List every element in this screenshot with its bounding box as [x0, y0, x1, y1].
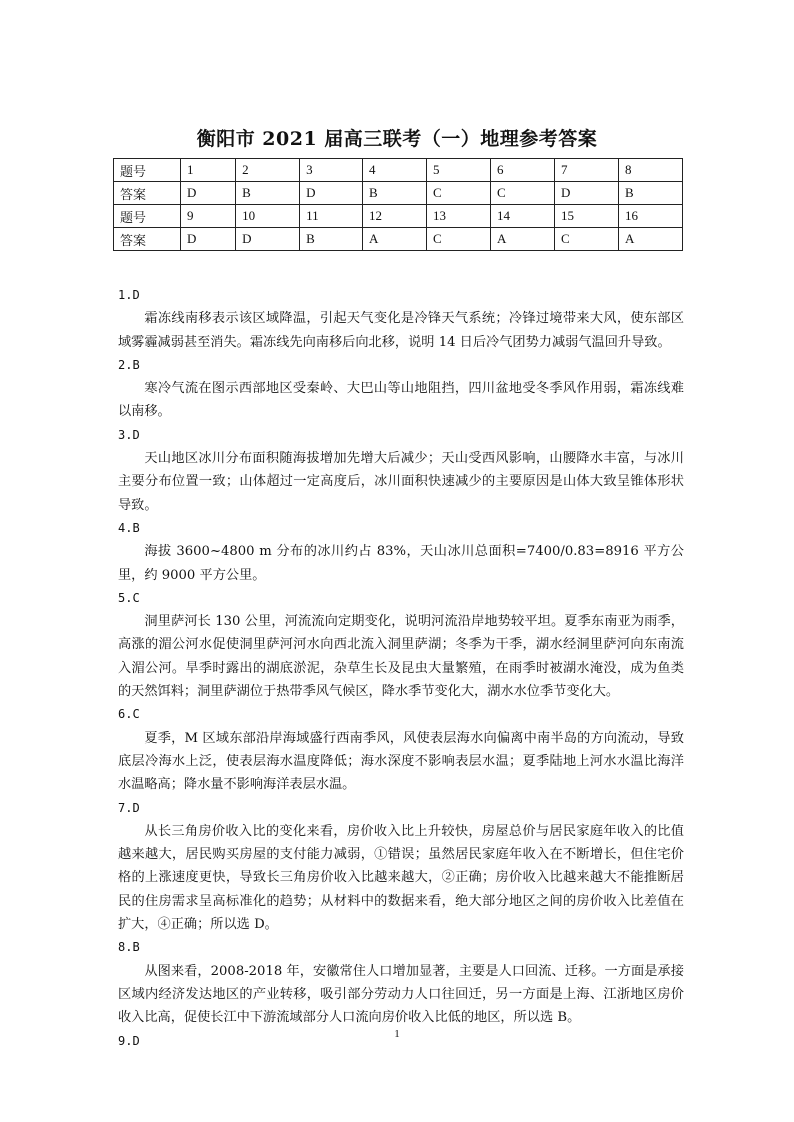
table-cell: 5	[426, 159, 490, 182]
table-cell: C	[554, 228, 618, 251]
table-cell: B	[362, 182, 426, 205]
table-cell: C	[490, 182, 554, 205]
table-row	[114, 159, 683, 182]
page-number: 1	[394, 1028, 400, 1040]
table-cell: 2	[236, 159, 300, 182]
row-header-cell: 题号	[114, 205, 181, 228]
explanation-text: 从长三角房价收入比的变化来看，房价收入比上升较快，房屋总价与居民家庭年收入的比值越来越大，居民购买房屋的支付能力减弱，①错误；虽然居民家庭年收入在不断增长，但住宅价格的上涨速度更快，导致长三角房价收入比越来越大，②正确；房价收入比越来越大不能推断居民的住房需求呈高标准化的趋势；从材料中的数据来看，绝大部分地区之间的房价收入比差值在扩大，④正确；所以选 D。	[118, 823, 684, 933]
table-cell: A	[362, 228, 426, 251]
table-cell: D	[300, 182, 363, 205]
table-cell: 12	[362, 205, 426, 228]
question-number: 1.D	[118, 288, 140, 302]
explanation-text: 天山地区冰川分布面积随海拔增加先增大后减少；天山受西风影响，山腰降水丰富，与冰川主要分布位置一致；山体超过一定高度后，冰川面积快速减少的主要原因是山体大致呈锥体形状导致。	[118, 451, 684, 513]
explanation-text: 从图来看，2008-2018 年，安徽常住人口增加显著，主要是人口回流、迁移。一方面是承接区域内经济发达地区的产业转移，吸引部分劳动力人口往回迁，另一方面是上海、江浙地区房价收入比高，促使长江中下游流域部分人口流向房价收入比低的地区，所以选 B。	[118, 963, 684, 1026]
table-cell: 13	[426, 205, 490, 228]
table-cell: 16	[618, 205, 682, 228]
row-header-cell: 答案	[114, 182, 181, 205]
table-cell: 3	[300, 159, 363, 182]
table-cell: 6	[490, 159, 554, 182]
table-cell: B	[300, 228, 363, 251]
table-cell: 7	[554, 159, 618, 182]
table-cell: 15	[554, 205, 618, 228]
table-cell: D	[181, 182, 236, 205]
explanation-text: 霜冻线南移表示该区域降温，引起天气变化是冷锋天气系统；冷锋过境带来大风，使东部区域雾霾减弱甚至消失。霜冻线先向南移后向北移，说明 14 日后冷气团势力减弱气温回升导致。	[118, 311, 684, 350]
question-number: 2.B	[118, 357, 140, 372]
table-cell: 1	[181, 159, 236, 182]
question-number: 3.D	[118, 427, 140, 442]
table-cell: 8	[618, 159, 682, 182]
table-cell: 11	[300, 205, 363, 228]
table-row	[114, 205, 683, 228]
question-number: 6.C	[118, 707, 140, 722]
row-header-cell: 题号	[114, 159, 181, 182]
explanation-text: 夏季，M 区域东部沿岸海域盛行西南季风，风使表层海水向偏离中南半岛的方向流动，导致底层冷海水上泛，使表层海水温度降低；海水深度不影响表层水温；夏季陆地上河水水温比海洋水温略高；降水量不影响海洋表层水温。	[118, 730, 684, 793]
explanations	[118, 284, 684, 1053]
table-cell: 10	[236, 205, 300, 228]
table-cell: A	[618, 228, 682, 251]
explanation-text: 海拔 3600~4800 m 分布的冰川约占 83%，天山冰川总面积=7400/0.83=8916 平方公里，约 9000 平方公里。	[118, 544, 684, 583]
table-cell: B	[236, 182, 300, 205]
table-cell: D	[181, 228, 236, 251]
answer-table	[113, 158, 683, 251]
table-row	[114, 182, 683, 205]
row-header-cell: 答案	[114, 228, 181, 251]
table-cell: C	[426, 228, 490, 251]
table-cell: 4	[362, 159, 426, 182]
explanation-text: 寒冷气流在图示西部地区受秦岭、大巴山等山地阻挡，四川盆地受冬季风作用弱，霜冻线难以南移。	[118, 381, 684, 420]
table-cell: B	[618, 182, 682, 205]
table-cell: D	[236, 228, 300, 251]
table-row	[114, 228, 683, 251]
table-cell: C	[426, 182, 490, 205]
table-cell: 9	[181, 205, 236, 228]
question-number: 5.C	[118, 590, 140, 605]
table-cell: 14	[490, 205, 554, 228]
question-number: 9.D	[118, 1033, 140, 1048]
table-cell: D	[554, 182, 618, 205]
table-cell: A	[490, 228, 554, 251]
page-title: 衡阳市 2021 届高三联考（一）地理参考答案	[196, 128, 598, 150]
question-number: 8.B	[118, 940, 140, 955]
question-number: 4.B	[118, 520, 140, 535]
explanation-text: 洞里萨河长 130 公里，河流流向定期变化，说明河流沿岸地势较平坦。夏季东南亚为雨季，高涨的湄公河水促使洞里萨河河水向西北流入洞里萨湖；冬季为干季，湖水经洞里萨河向东南流入湄公河。旱季时露出的湖底淤泥，杂草生长及昆虫大量繁殖，在雨季时被湖水淹没，成为鱼类的天然饵料；洞里萨湖位于热带季风气候区，降水季节变化大，湖水水位季节变化大。	[118, 614, 684, 700]
question-number: 7.D	[118, 800, 140, 815]
